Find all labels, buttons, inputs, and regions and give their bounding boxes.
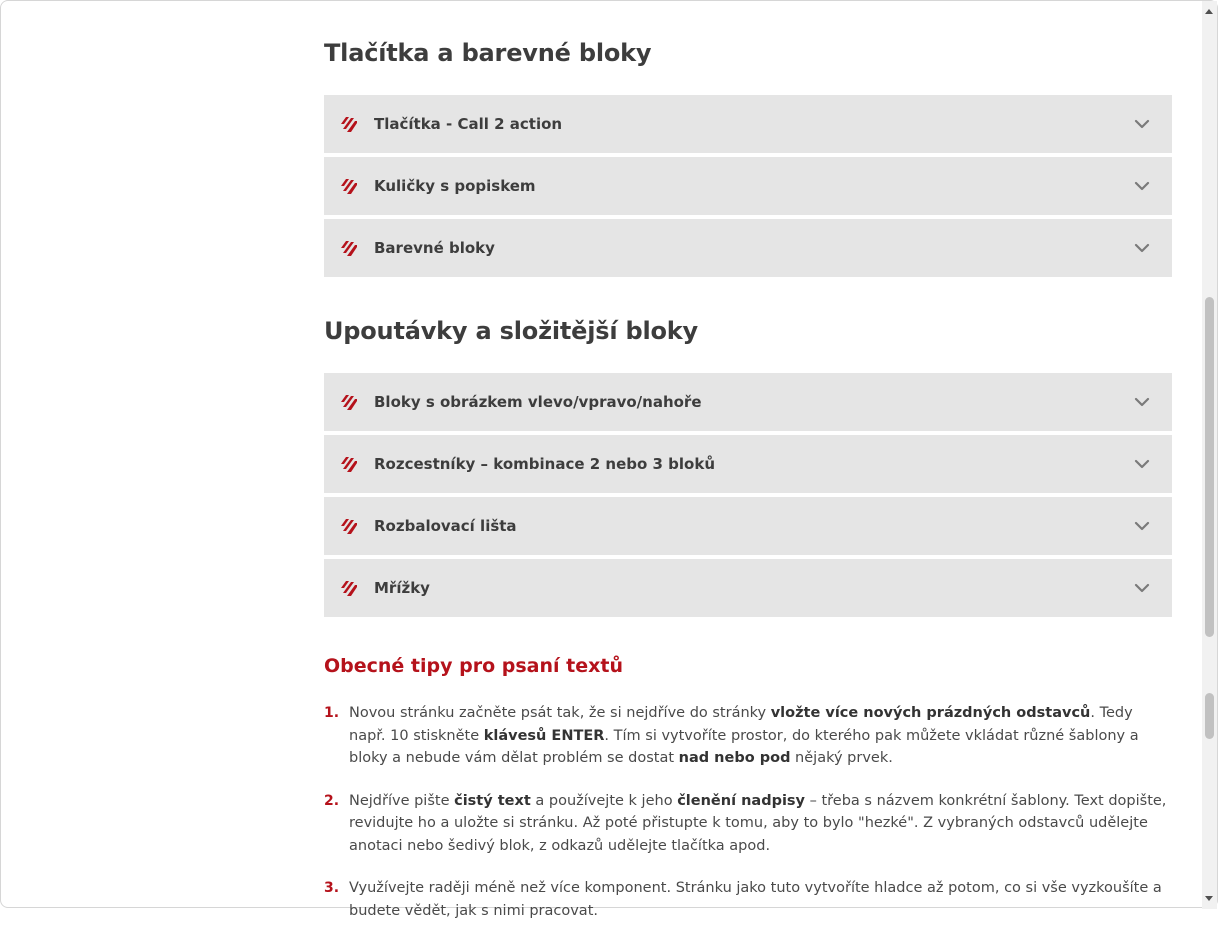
chevron-down-icon[interactable] (1134, 518, 1150, 534)
accordion-item[interactable] (324, 157, 1172, 215)
tip-text: . Tím si vytvoříte prostor, do kterého pak můžete vkládat různé šablony a bloky a nebude vám dělat problém se dostat (349, 727, 1139, 766)
accordion-item[interactable] (324, 95, 1172, 153)
tip-text: a používejte k jeho (530, 792, 678, 809)
tip-emphasis: čistý text (454, 792, 531, 809)
section-heading-teasers: Upoutávky a složitější bloky (324, 317, 699, 345)
accordion-item[interactable] (324, 435, 1172, 493)
scroll-down-icon[interactable] (1205, 896, 1213, 901)
chevron-down-icon[interactable] (1134, 394, 1150, 410)
accordion-item-label: Rozbalovací lišta (374, 517, 517, 535)
accordion-item[interactable] (324, 559, 1172, 617)
tip-emphasis: vložte více nových prázdných odstavců (770, 705, 1091, 721)
accordion-item-label: Rozcestníky – kombinace 2 nebo 3 bloků (374, 455, 716, 473)
tip-item (324, 877, 1172, 922)
tip-number: 2. (324, 792, 340, 809)
brand-stripes-icon (340, 239, 358, 257)
tips-list (324, 702, 1172, 942)
tip-text: Nejdříve pište (349, 792, 455, 809)
accordion-teasers (324, 373, 1172, 621)
accordion-item[interactable] (324, 497, 1172, 555)
chevron-down-icon[interactable] (1134, 240, 1150, 256)
accordion-buttons (324, 95, 1172, 281)
accordion-item-label: Tlačítka - Call 2 action (374, 115, 563, 133)
scrollbar[interactable] (1202, 1, 1217, 909)
accordion-item-label: Barevné bloky (374, 239, 495, 257)
scrollbar-thumb[interactable] (1205, 297, 1214, 637)
tip-text: nějaký prvek. (790, 750, 893, 766)
accordion-item[interactable] (324, 373, 1172, 431)
chevron-down-icon[interactable] (1134, 178, 1150, 194)
tip-emphasis: klávesů ENTER (483, 727, 605, 744)
brand-stripes-icon (340, 517, 358, 535)
tip-emphasis: nad nebo pod (678, 750, 791, 766)
tip-number: 3. (324, 880, 340, 896)
chevron-down-icon[interactable] (1134, 456, 1150, 472)
tip-number: 1. (324, 705, 340, 721)
chevron-down-icon[interactable] (1134, 116, 1150, 132)
section-heading-buttons: Tlačítka a barevné bloky (324, 39, 652, 67)
brand-stripes-icon (340, 455, 358, 473)
scroll-up-icon[interactable] (1205, 9, 1213, 14)
tip-text: . Tedy např. 10 stiskněte (349, 705, 1133, 744)
chevron-down-icon[interactable] (1134, 580, 1150, 596)
brand-stripes-icon (340, 115, 358, 133)
accordion-item[interactable] (324, 219, 1172, 277)
tip-item (324, 702, 1172, 770)
tip-emphasis: členění nadpisy (677, 792, 806, 809)
accordion-item-label: Mřížky (374, 579, 430, 597)
tip-text: Novou stránku začněte psát tak, že si nejdříve do stránky (349, 705, 771, 721)
brand-stripes-icon (340, 579, 358, 597)
tip-text: Využívejte raději méně než více komponent. Stránku jako tuto vytvoříte hladce až potom, co si vše vyzkoušíte a budete vědět, jak s nimi pracovat. (349, 880, 1162, 919)
accordion-item-label: Bloky s obrázkem vlevo/vpravo/nahoře (374, 393, 702, 411)
brand-stripes-icon (340, 393, 358, 411)
tip-item (324, 790, 1172, 858)
tips-heading: Obecné tipy pro psaní textů (324, 655, 623, 677)
tip-text: – třeba s názvem konkrétní šablony. Text dopište, revidujte ho a uložte si stránku. Až poté přistupte k tomu, aby to bylo "hezké". Z vybraných odstavců udělejte anotaci nebo šedivý blok, z odkazů udělejte tlačítka apod. (349, 792, 1167, 854)
scrollbar-thumb-secondary[interactable] (1205, 693, 1214, 739)
brand-stripes-icon (340, 177, 358, 195)
accordion-item-label: Kuličky s popiskem (374, 177, 536, 195)
